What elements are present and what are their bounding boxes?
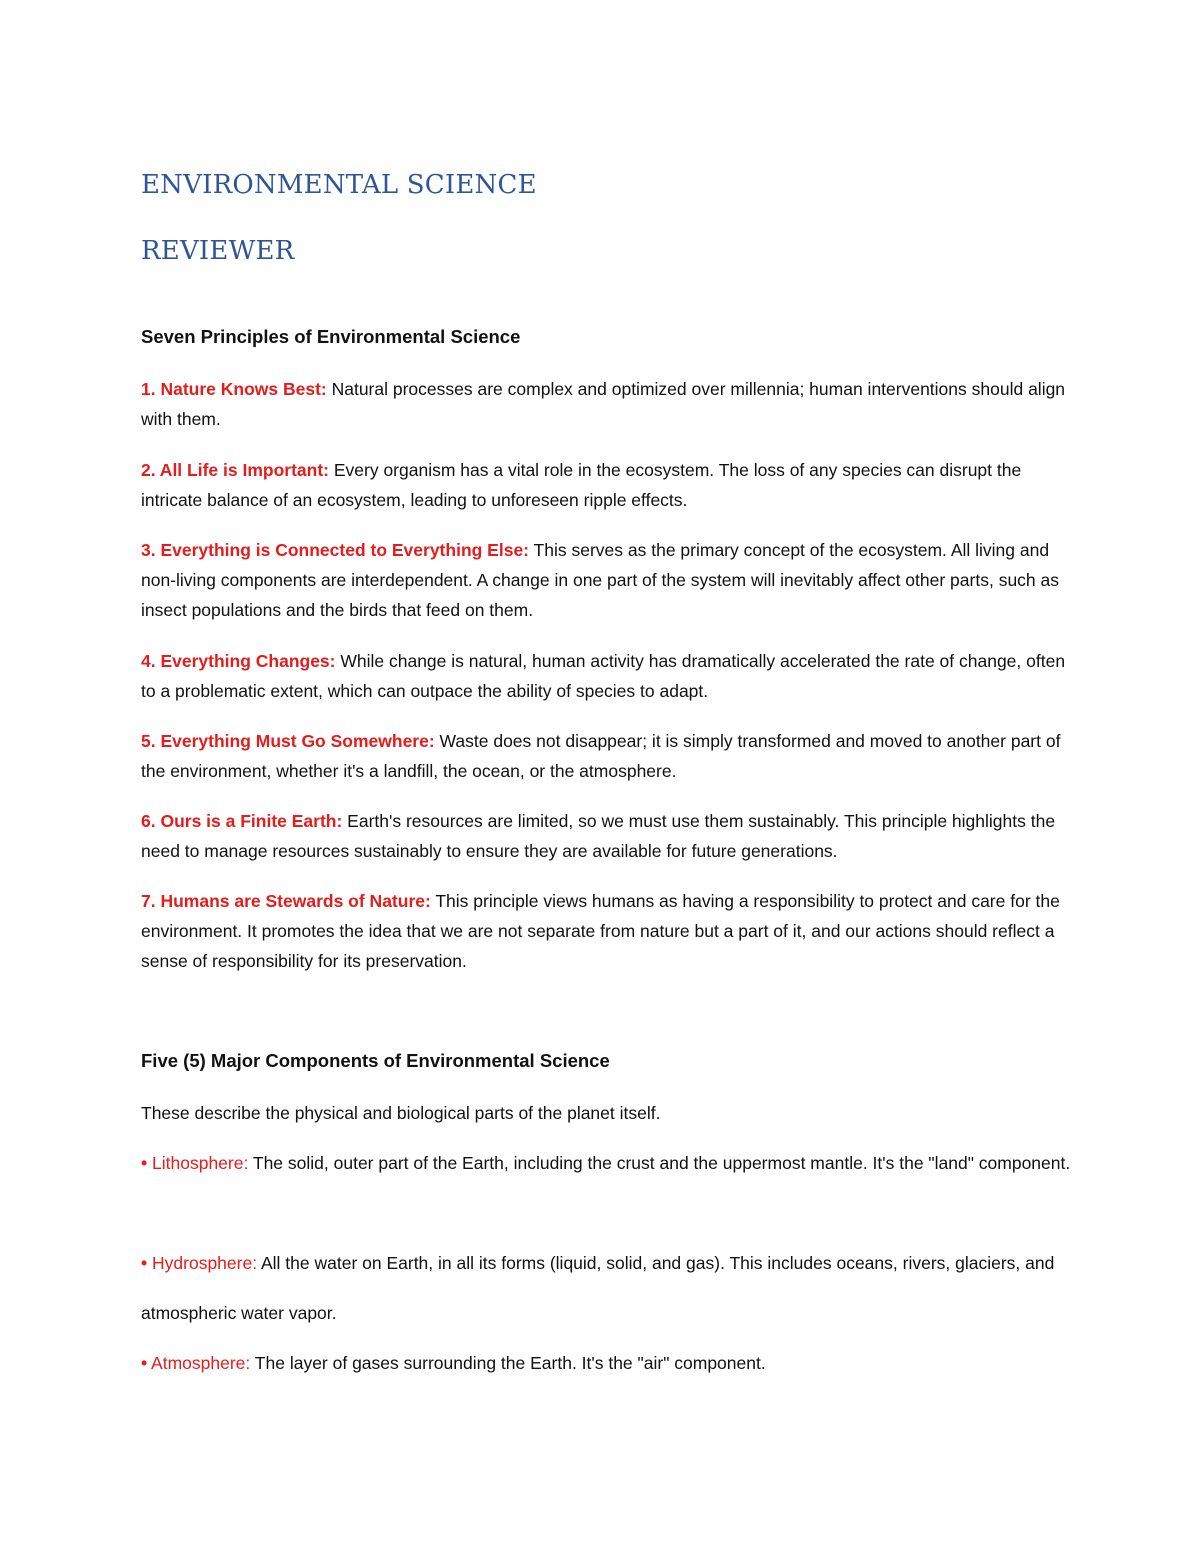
principle-item-2 (141, 455, 1071, 515)
principle-text: Earth's resources are limited, so we must use them sustainably. This principle highlights the need to manage resources sustainably to ensure they are available for future generations. (141, 811, 1056, 861)
principle-item-1 (141, 374, 1071, 434)
principle-label: 7. Humans are Stewards of Nature: (141, 891, 431, 911)
principle-text: Every organism has a vital role in the ecosystem. The loss of any species can disrupt the intricate balance of an ecosystem, leading to unforeseen ripple effects. (141, 460, 1022, 510)
bullet-icon: • (141, 1253, 148, 1273)
principle-label: 6. Ours is a Finite Earth: (141, 811, 343, 831)
principle-label: 5. Everything Must Go Somewhere: (141, 731, 435, 751)
component-text: All the water on Earth, in all its forms (liquid, solid, and gas). This includes oceans, rivers, glaciers, and atmospheric water vapor. (141, 1253, 1055, 1323)
principle-item-7 (141, 886, 1071, 976)
bullet-icon: • (141, 1153, 148, 1173)
component-item-hydrosphere (141, 1238, 1071, 1338)
component-label-text: Lithosphere: (152, 1153, 249, 1173)
principle-text: This principle views humans as having a responsibility to protect and care for the environment. It promotes the idea that we are not separate from nature but a part of it, and our actions should reflect a sense of responsibility for its preservation. (141, 891, 1060, 971)
components-intro: These describe the physical and biological parts of the planet itself. (141, 1103, 661, 1123)
principle-label: 2. All Life is Important: (141, 460, 329, 480)
components-heading: Five (5) Major Components of Environmental Science (141, 1050, 610, 1071)
component-item-lithosphere (141, 1138, 1071, 1188)
component-text: The solid, outer part of the Earth, including the crust and the uppermost mantle. It's the "land" component. (248, 1153, 1071, 1173)
principle-label: 4. Everything Changes: (141, 651, 336, 671)
component-text: The layer of gases surrounding the Earth. It's the "air" component. (250, 1353, 766, 1373)
component-label (141, 1153, 248, 1173)
principle-text: Waste does not disappear; it is simply transformed and moved to another part of the environment, whether it's a landfill, the ocean, or the atmosphere. (141, 731, 1061, 781)
principle-item-3 (141, 535, 1071, 625)
principle-text: This serves as the primary concept of the ecosystem. All living and non-living components are interdependent. A change in one part of the system will inevitably affect other parts, such as insect populations and the birds that feed on them. (141, 540, 1059, 620)
component-label-text: Atmosphere: (151, 1353, 251, 1373)
document-title-line-1: ENVIRONMENTAL SCIENCE (141, 170, 537, 200)
principle-item-4 (141, 646, 1071, 706)
principle-label: 1. Nature Knows Best: (141, 379, 327, 399)
principle-item-5 (141, 726, 1071, 786)
component-label-text: Hydrosphere: (152, 1253, 258, 1273)
component-label (141, 1353, 250, 1373)
component-item-atmosphere (141, 1338, 1071, 1388)
principle-text: Natural processes are complex and optimized over millennia; human interventions should align with them. (141, 379, 1066, 429)
principle-label: 3. Everything is Connected to Everything Else: (141, 540, 530, 560)
principle-text: While change is natural, human activity has dramatically accelerated the rate of change, often to a problematic extent, which can outpace the ability of species to adapt. (141, 651, 1066, 701)
principle-item-6 (141, 806, 1071, 866)
document-title-line-2: REVIEWER (141, 236, 295, 266)
bullet-icon: • (141, 1353, 148, 1373)
component-label (141, 1253, 257, 1273)
principles-heading: Seven Principles of Environmental Science (141, 326, 521, 347)
